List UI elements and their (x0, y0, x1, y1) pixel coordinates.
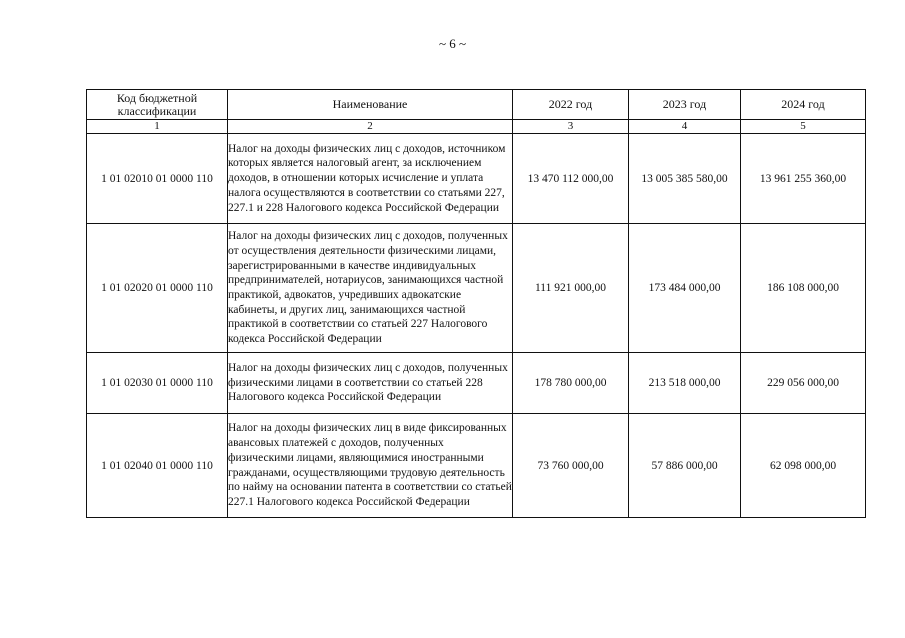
header-row (87, 90, 866, 120)
budget-code: 1 01 02020 01 0000 110 (87, 224, 228, 353)
column-number-row (87, 120, 866, 134)
amount-2022: 111 921 000,00 (513, 224, 629, 353)
column-number: 1 (87, 120, 228, 134)
budget-code: 1 01 02040 01 0000 110 (87, 414, 228, 518)
amount-2023: 57 886 000,00 (629, 414, 741, 518)
amount-2024: 13 961 255 360,00 (741, 134, 866, 224)
budget-revenue-table (86, 89, 866, 518)
table-row (87, 134, 866, 224)
table-row (87, 414, 866, 518)
header-code: Код бюджетной классификации (87, 90, 228, 120)
amount-2022: 178 780 000,00 (513, 353, 629, 414)
amount-2024: 229 056 000,00 (741, 353, 866, 414)
amount-2022: 13 470 112 000,00 (513, 134, 629, 224)
amount-2023: 173 484 000,00 (629, 224, 741, 353)
column-number: 3 (513, 120, 629, 134)
table-row (87, 224, 866, 353)
column-number: 5 (741, 120, 866, 134)
budget-code: 1 01 02030 01 0000 110 (87, 353, 228, 414)
page-number: ~ 6 ~ (438, 36, 467, 51)
header-name: Наименование (228, 90, 513, 120)
item-name: Налог на доходы физических лиц с доходов, полученных от осуществления деятельности физическими лицами, зарегистрированными в качестве индивидуальных предпринимателей, нотариусов, занимающихся частной практикой, адвокатов, учредивших адвокатские кабинеты, и других лиц, занимающихся частной практикой в соответствии со статьей 227 Налогового кодекса Российской Федерации (228, 224, 513, 353)
column-number: 4 (629, 120, 741, 134)
budget-code: 1 01 02010 01 0000 110 (87, 134, 228, 224)
item-name: Налог на доходы физических лиц с доходов, полученных физическими лицами в соответствии со статьей 228 Налогового кодекса Российской Федерации (228, 353, 513, 414)
amount-2023: 213 518 000,00 (629, 353, 741, 414)
header-2024: 2024 год (741, 90, 866, 120)
header-2022: 2022 год (513, 90, 629, 120)
header-2023: 2023 год (629, 90, 741, 120)
amount-2024: 186 108 000,00 (741, 224, 866, 353)
amount-2022: 73 760 000,00 (513, 414, 629, 518)
table-row (87, 353, 866, 414)
amount-2024: 62 098 000,00 (741, 414, 866, 518)
item-name: Налог на доходы физических лиц в виде фиксированных авансовых платежей с доходов, полученных физическими лицами, являющимися иностранными гражданами, осуществляющими трудовую деятельность по найму на основании патента в соответствии со статьей 227.1 Налогового кодекса Российской Федерации (228, 414, 513, 518)
amount-2023: 13 005 385 580,00 (629, 134, 741, 224)
item-name: Налог на доходы физических лиц с доходов, источником которых является налоговый агент, за исключением доходов, в отношении которых исчисление и уплата налога осуществляются в соответствии со статьями 227, 227.1 и 228 Налогового кодекса Российской Федерации (228, 134, 513, 224)
column-number: 2 (228, 120, 513, 134)
